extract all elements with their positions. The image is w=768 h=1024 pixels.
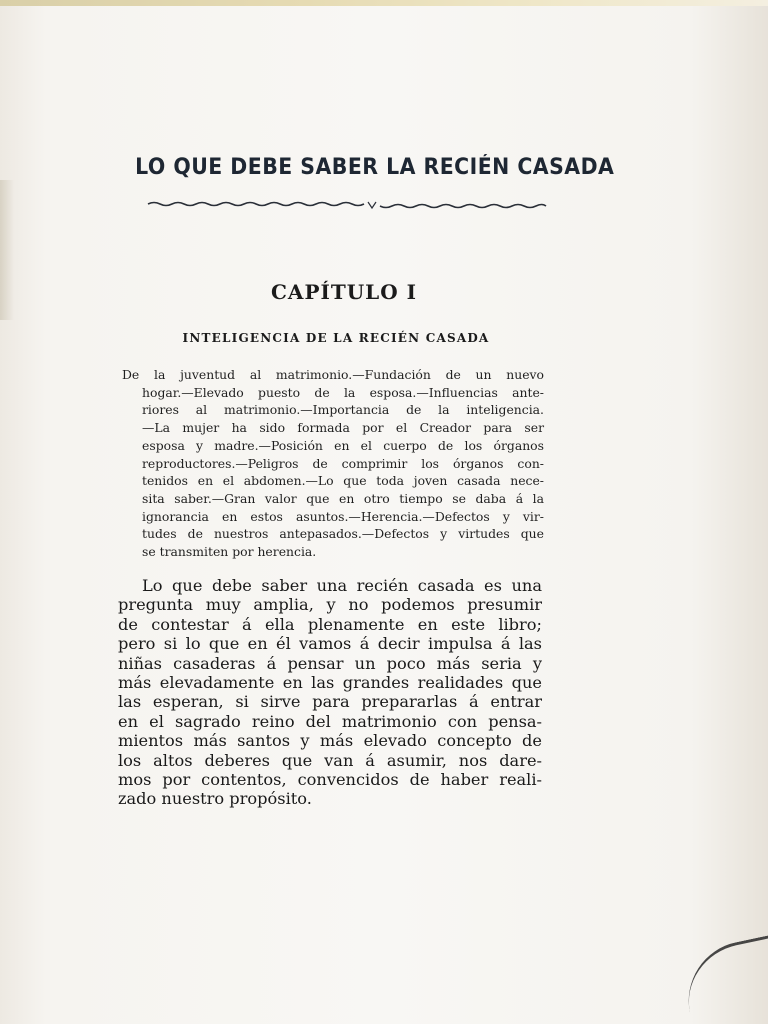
chapter-heading: CAPÍTULO I — [271, 280, 417, 304]
summary-line: se transmiten por herencia. — [142, 544, 317, 560]
body-line: más elevadamente en las grandes realidades que — [118, 673, 542, 693]
summary-line: —La mujer ha sido formada por el Creador para ser — [142, 420, 544, 436]
chapter-subtitle: INTELIGENCIA DE LA RECIÉN CASADA — [182, 331, 490, 345]
summary-line: ignorancia en estos asuntos.—Herencia.—Defectos y vir- — [142, 508, 544, 524]
page-top-edge — [0, 0, 768, 6]
chapter-summary — [122, 366, 544, 561]
summary-line: De la juventud al matrimonio.—Fundación de un nuevo — [122, 367, 544, 382]
body-line: mos por contentos, convencidos de haber reali- — [118, 770, 542, 790]
page-stain — [0, 180, 14, 320]
summary-line: reproductores.—Peligros de comprimir los órganos con- — [142, 455, 544, 471]
body-line: en el sagrado reino del matrimonio con pensa- — [118, 711, 542, 731]
page-corner-fold — [678, 930, 768, 1024]
summary-line: tudes de nuestros antepasados.—Defectos y virtudes que — [142, 526, 544, 542]
body-line: de contestar á ella plenamente en este libro; — [118, 614, 542, 634]
summary-line: sita saber.—Gran valor que en otro tiempo se daba á la — [142, 490, 544, 506]
body-line: zado nuestro propósito. — [118, 789, 312, 809]
summary-line: riores al matrimonio.—Importancia de la inteligencia. — [142, 402, 544, 418]
body-line: niñas casaderas á pensar un poco más seria y — [118, 653, 542, 673]
body-line: pregunta muy amplia, y no podemos presumir — [118, 595, 542, 615]
title-ornamental-rule — [146, 198, 548, 212]
body-line: los altos deberes que van á asumir, nos dare- — [118, 750, 542, 770]
body-line: Lo que debe saber una recién casada es una — [142, 576, 542, 595]
body-line: pero si lo que en él vamos á decir impulsa á las — [118, 634, 542, 654]
summary-line: tenidos en el abdomen.—Lo que toda joven casada nece- — [142, 473, 544, 489]
body-line: las esperan, si sirve para prepararlas á entrar — [118, 692, 542, 712]
body-paragraph — [118, 576, 542, 809]
summary-line: esposa y madre.—Posición en el cuerpo de los órganos — [142, 437, 544, 453]
running-title: LO QUE DEBE SABER LA RECIÉN CASADA — [135, 155, 615, 180]
body-line: mientos más santos y más elevado concepto de — [118, 731, 542, 751]
summary-line: hogar.—Elevado puesto de la esposa.—Influencias ante- — [142, 384, 544, 400]
